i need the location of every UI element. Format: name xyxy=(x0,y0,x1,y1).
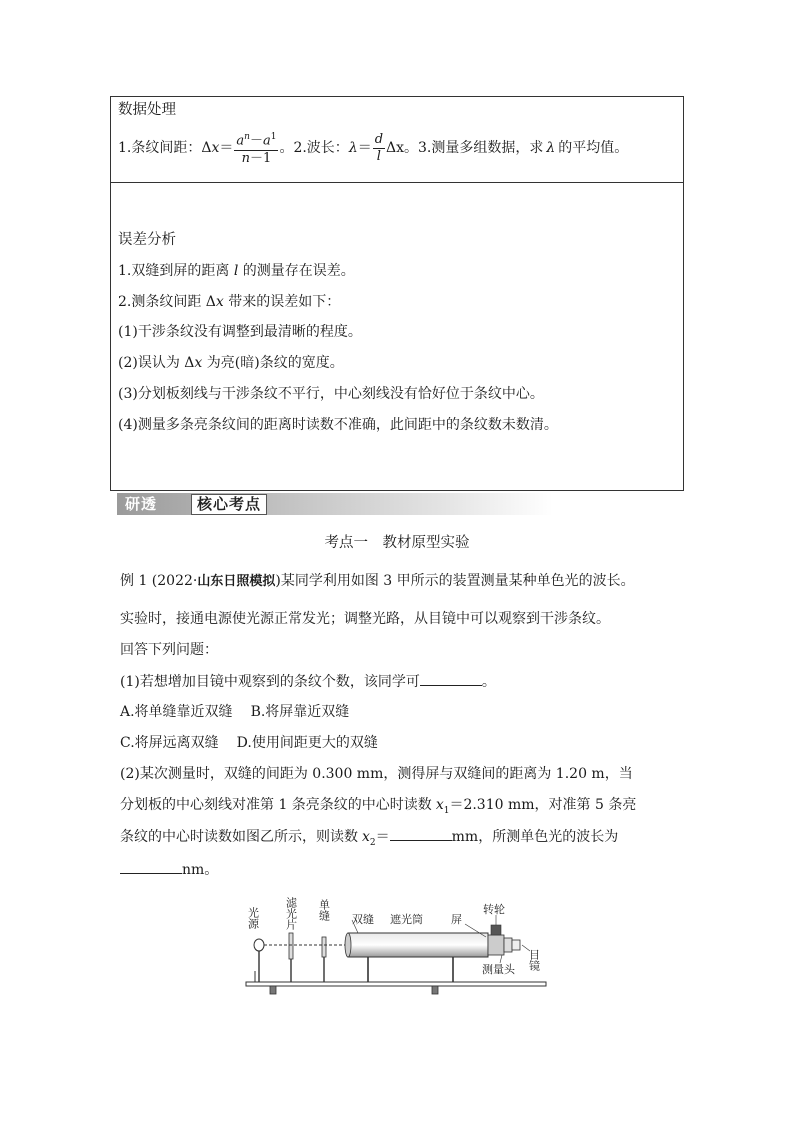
label-filter: 滤光片 xyxy=(284,897,298,930)
single-slit-element xyxy=(322,937,326,957)
formula2-var: λ xyxy=(348,140,358,156)
label-tube: 遮光筒 xyxy=(390,913,423,926)
fraction-denominator: l xyxy=(376,148,381,164)
answer-blank-1[interactable] xyxy=(420,672,482,686)
label-light-source: 光源 xyxy=(246,907,260,929)
eyepiece xyxy=(512,940,520,950)
banner-left-text: 研透 xyxy=(125,495,158,513)
question-2-line-1: (2)某次测量时，双缝的间距为 0.300 mm，测得屏与双缝间的距离为 1.20 m，当 xyxy=(120,766,633,782)
answer-blank-2[interactable] xyxy=(390,827,452,841)
error-item-2-4: (4)测量多条亮条纹间的距离时读数不准确，此间距中的条纹数未数清。 xyxy=(118,417,558,433)
light-shield-tube xyxy=(348,933,488,957)
fraction-numerator: $a^n-a^1$ xyxy=(236,132,277,149)
example-source: 山东日照模拟 xyxy=(197,574,276,589)
label-screen: 屏 xyxy=(451,913,462,926)
label-single-slit: 单缝 xyxy=(317,899,331,921)
answer-blank-3[interactable] xyxy=(120,860,182,874)
formula1-var: x xyxy=(211,140,220,156)
rail-foot-right xyxy=(432,986,438,994)
options-row-2 xyxy=(120,734,378,752)
formula3-suffix: 的平均值。 xyxy=(558,140,629,156)
formula2-prefix: 。2.波长： xyxy=(279,140,349,156)
measuring-head xyxy=(488,935,504,955)
error-item-2-3: (3)分划板刻线与干涉条纹不平行，中心刻线没有恰好位于条纹中心。 xyxy=(118,386,544,402)
example-line-1: 例 1 (2022·山东日照模拟)某同学利用如图 3 甲所示的装置测量某种单色光的波长。 xyxy=(120,573,635,589)
base-rail xyxy=(246,982,546,986)
section-banner xyxy=(117,493,553,515)
formula3-var: λ xyxy=(546,140,556,156)
option-b: B.将屏靠近双缝 xyxy=(250,704,350,720)
error-item-2-2: (2)误认为 Δx 为亮(暗)条纹的宽度。 xyxy=(118,355,344,371)
question-2-line-2: 分划板的中心刻线对准第 1 条亮条纹的中心时读数 $x_1=2.310$ mm，对准第 5 条亮 xyxy=(120,797,637,816)
error-item-2-1: (1)干涉条纹没有调整到最清晰的程度。 xyxy=(118,324,362,340)
turn-wheel xyxy=(491,925,501,935)
option-c: C.将屏远离双缝 xyxy=(120,735,219,751)
formula1-prefix: 1.条纹间距：Δ xyxy=(118,140,212,156)
error-analysis-heading: 误差分析 xyxy=(118,232,176,248)
light-source-bulb xyxy=(254,939,264,951)
double-slit-apparatus-figure xyxy=(240,893,560,1003)
label-wheel: 转轮 xyxy=(483,903,505,916)
question-2-line-3: 条纹的中心时读数如图乙所示，则读数 $x_2=$ mm，所测单色光的波长为 xyxy=(120,829,619,848)
formula1-eq: ＝ xyxy=(219,140,234,156)
error-item-1: 1.双缝到屏的距离 l 的测量存在误差。 xyxy=(118,263,355,279)
question-1: (1)若想增加目镜中观察到的条纹个数，该同学可 。 xyxy=(120,674,496,690)
option-d: D.使用间距更大的双缝 xyxy=(236,735,378,751)
filter-element xyxy=(289,933,293,959)
options-row-1 xyxy=(120,703,349,721)
banner-right-text: 核心考点 xyxy=(191,494,267,515)
label-double-slit: 双缝 xyxy=(352,913,374,926)
data-processing-formulas xyxy=(118,127,628,169)
error-analysis-box xyxy=(110,182,684,491)
data-processing-heading: 数据处理 xyxy=(118,102,176,118)
option-a: A.将单缝靠近双缝 xyxy=(120,704,233,720)
data-processing-box xyxy=(110,96,684,183)
question-2-line-4: nm。 xyxy=(120,860,218,879)
example-line-3: 回答下列问题： xyxy=(120,642,218,658)
fraction-denominator: n－1 xyxy=(241,150,272,166)
fringe-spacing-fraction xyxy=(234,130,278,165)
formula2-eq: ＝ xyxy=(357,140,372,156)
error-item-2: 2.测条纹间距 Δx 带来的误差如下： xyxy=(118,294,341,310)
fraction-numerator: d xyxy=(374,131,384,147)
rail-foot-left xyxy=(270,986,276,994)
formula2-suffix: Δx。3.测量多组数据，求 xyxy=(386,140,544,156)
example-line-2: 实验时，接通电源使光源正常发光；调整光路，从目镜中可以观察到干涉条纹。 xyxy=(120,611,610,627)
label-measuring-head: 测量头 xyxy=(482,963,515,976)
wavelength-fraction xyxy=(373,133,385,164)
section-title: 考点一 教材原型实验 xyxy=(324,535,470,551)
label-eyepiece: 目镜 xyxy=(527,949,541,971)
